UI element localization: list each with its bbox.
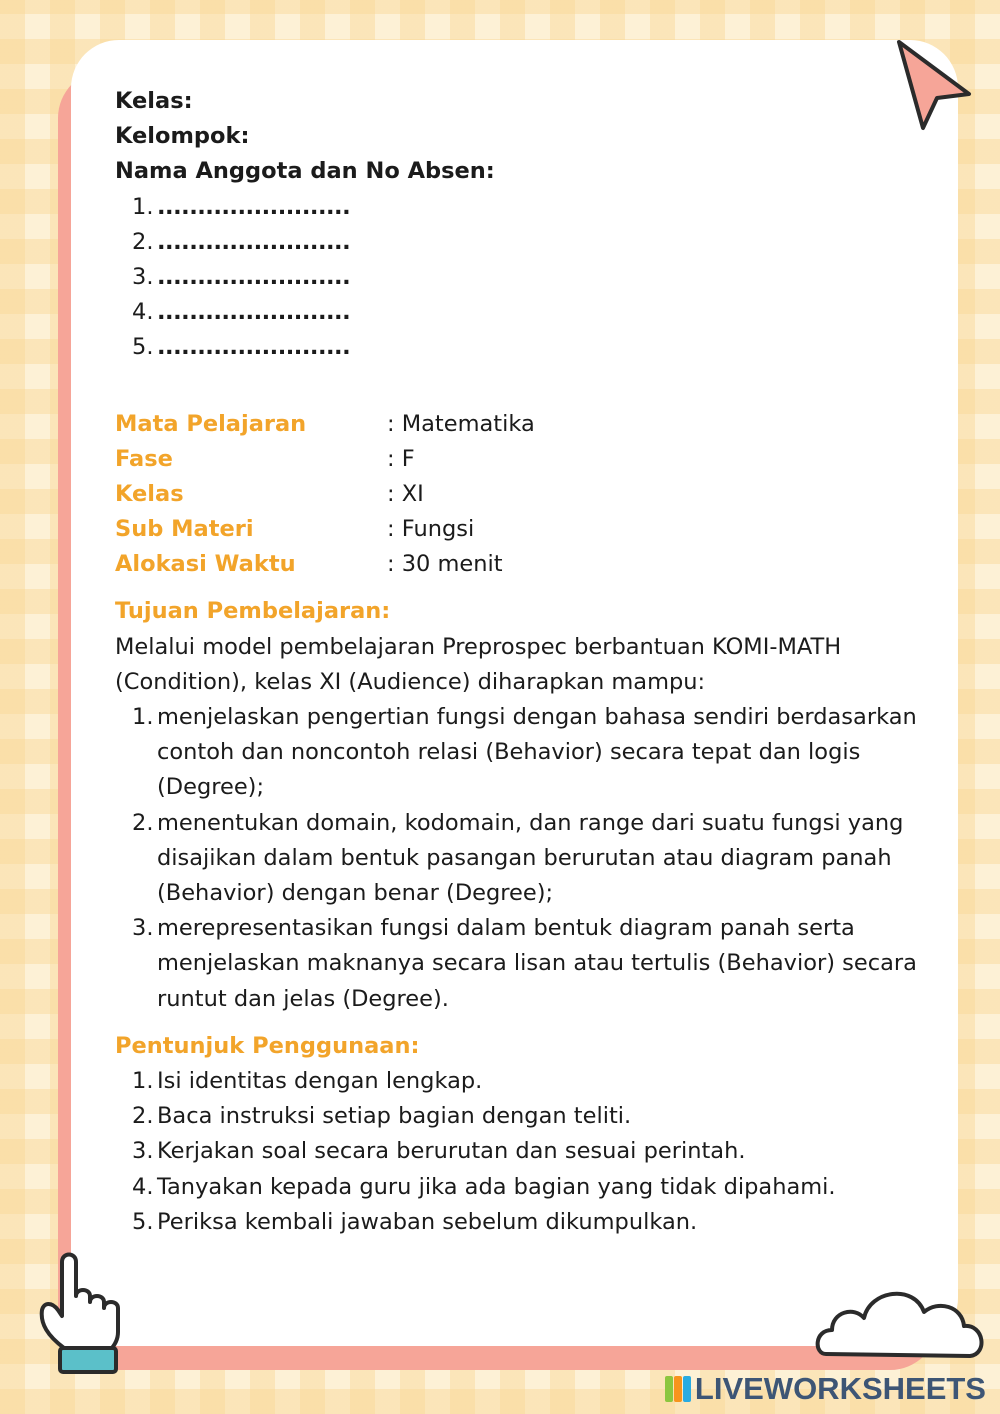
course-info <box>115 407 945 583</box>
petunjuk-list <box>115 1064 945 1240</box>
petunjuk-item-3: 3. Kerjakan soal secara berurutan dan sesuai perintah. <box>132 1138 746 1165</box>
worksheet-content <box>115 84 945 1240</box>
tujuan-item-2: 2. menentukan domain, kodomain, dan range dari suatu fungsi yang disajikan dalam bentuk pasangan berurutan atau diagram panah (Behavior) dengan benar (Degree); <box>132 809 904 907</box>
liveworksheets-brand <box>665 1372 986 1406</box>
info-row-mata-pelajaran: Mata Pelajaran : Matematika <box>115 410 535 437</box>
anggota-field-label: Nama Anggota dan No Absen: <box>115 158 495 185</box>
member-blank-4[interactable]: 4. ........................ <box>132 299 351 326</box>
petunjuk-item-2: 2. Baca instruksi setiap bagian dengan teliti. <box>132 1103 632 1130</box>
info-row-alokasi-waktu: Alokasi Waktu : 30 menit <box>115 551 503 578</box>
info-row-sub-materi: Sub Materi : Fungsi <box>115 516 475 543</box>
info-row-kelas: Kelas : XI <box>115 480 424 507</box>
member-blank-2[interactable]: 2. ........................ <box>132 228 351 255</box>
tujuan-intro: Melalui model pembelajaran Preprospec berbantuan KOMI-MATH (Condition), kelas XI (Audience) diharapkan mampu: <box>115 633 842 695</box>
logo-bar-blue <box>683 1376 691 1402</box>
cloud-icon <box>812 1268 990 1372</box>
member-blank-1[interactable]: 1. ........................ <box>132 193 351 220</box>
kelas-field-label: Kelas: <box>115 88 193 114</box>
member-blank-3[interactable]: 3. ........................ <box>132 263 351 290</box>
pointing-hand-icon <box>30 1240 140 1380</box>
logo-bar-orange <box>674 1376 682 1402</box>
kelompok-field-label: Kelompok: <box>115 123 250 150</box>
member-blank-list <box>115 190 945 366</box>
logo-bar-green <box>665 1376 673 1402</box>
member-blank-5[interactable]: 5. ........................ <box>132 334 351 361</box>
tujuan-list <box>115 700 945 1017</box>
brand-text: LIVEWORKSHEETS <box>694 1371 986 1406</box>
petunjuk-item-4: 4. Tanyakan kepada guru jika ada bagian yang tidak dipahami. <box>132 1173 836 1200</box>
info-row-fase: Fase : F <box>115 445 415 472</box>
tujuan-title: Tujuan Pembelajaran: <box>115 598 391 625</box>
tujuan-item-1: 1. menjelaskan pengertian fungsi dengan bahasa sendiri berdasarkan contoh dan noncontoh relasi (Behavior) secara tepat dan logis (Degree); <box>132 704 917 801</box>
petunjuk-item-5: 5. Periksa kembali jawaban sebelum dikumpulkan. <box>132 1208 698 1235</box>
petunjuk-item-1: 1. Isi identitas dengan lengkap. <box>132 1068 483 1095</box>
liveworksheets-logo-icon <box>665 1376 691 1402</box>
petunjuk-title: Pentunjuk Penggunaan: <box>115 1032 420 1059</box>
tujuan-item-3: 3. merepresentasikan fungsi dalam bentuk diagram panah serta menjelaskan maknanya secara lisan atau tertulis (Behavior) secara runtut dan jelas (Degree). <box>132 915 917 1012</box>
